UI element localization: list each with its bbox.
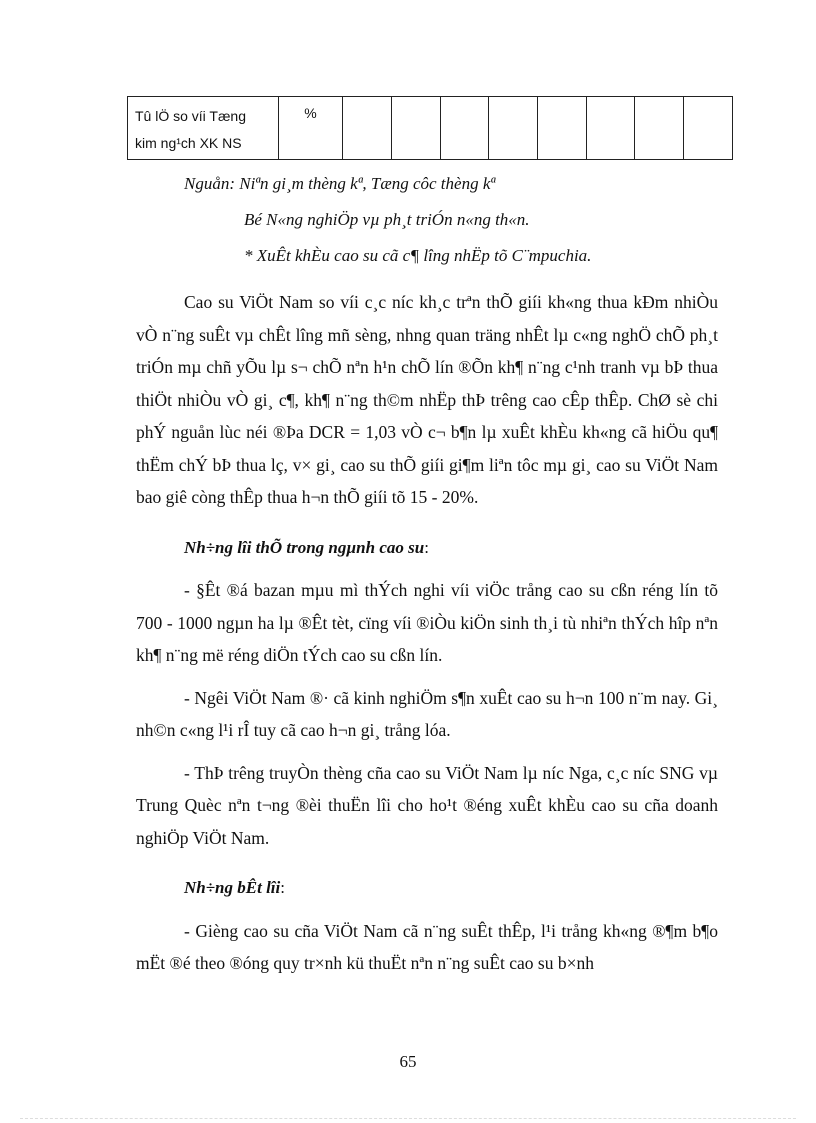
unit-cell: %	[278, 97, 342, 160]
row-label	[128, 97, 279, 160]
heading-disadvantages-colon: :	[280, 878, 285, 897]
heading-advantages	[136, 532, 718, 565]
heading-disadvantages	[136, 872, 718, 905]
table-cell	[586, 97, 635, 160]
row-label-line1: Tû lÖ so víi Tæng	[135, 108, 247, 124]
row-label-line2: kim ng¹ch XK NS	[135, 135, 242, 151]
paragraph-4: - ThÞ trêng truyÒn thèng cña cao su ViÖt Nam lµ níc Nga, c¸c níc SNG vµ Trung Quèc nªn t¬ng ®èi thuËn lîi cho ho¹t ®éng xuÊt khÈu cao su cña doanh nghiÖp ViÖt Nam.	[136, 762, 718, 848]
table-cell	[635, 97, 684, 160]
statistics-table	[127, 96, 733, 160]
table-cell	[440, 97, 489, 160]
paragraph-1: Cao su ViÖt Nam so víi c¸c níc kh¸c trªn thÕ giíi kh«ng thua kÐm nhiÒu vÒ n¨ng suÊt vµ chÊt lîng mñ sèng, nhng quan träng nhÊt lµ c«ng nghÖ chÕ ph¸t triÓn mµ chñ yÕu lµ s¬ chÕ nªn h¹n chÕ lín ®Õn kh¶ n¨ng c¹nh tranh vµ bÞ thua thiÖt nhiÒu vÒ gi¸ c¶, kh¶ n¨ng th©m nhËp thÞ trêng cao cÊp thÊp. ChØ sè chi phÝ nguån lùc néi ®Þa DCR = 1,03 vÒ c¬ b¶n lµ xuÊt khÈu kh«ng cã hiÖu qu¶ thËm chÝ bÞ thua lç, v× gi¸ cao su thÕ giíi gi¶m liªn tôc mµ gi¸ cao su ViÖt Nam bao giê còng thÊp thua h¬n thÕ giíi tõ 15 - 20%.	[136, 292, 718, 507]
paragraph-3: - Ngêi ViÖt Nam ®· cã kinh nghiÖm s¶n xuÊt cao su h¬n 100 n¨m nay. Gi¸ nh©n c«ng l¹i rÎ tuy cã cao h¬n gi¸ trång lóa.	[136, 687, 718, 740]
source-line-3: * XuÊt khÈu cao su cã c¶ lîng nhËp tõ C¨mpuchia.	[244, 246, 592, 265]
heading-advantages-text: Nh÷ng lîi thÕ trong ngµnh cao su	[184, 537, 425, 557]
page-number: 65	[399, 1052, 417, 1071]
body-text	[136, 286, 718, 980]
table-cell	[684, 97, 733, 160]
source-note	[184, 166, 724, 274]
table-cell	[538, 97, 587, 160]
paragraph-2: - §Êt ®á bazan mµu mì thÝch nghi víi viÖc trång cao su cßn réng lín tõ 700 - 1000 ngµn ha lµ ®Êt tèt, cïng víi ®iÒu kiÖn sinh th¸i tù nhiªn thÝch hîp nªn kh¶ n¨ng më réng diÖn tÝch cao su cßn lín.	[136, 580, 718, 665]
table-row	[128, 97, 733, 160]
table-cell	[489, 97, 538, 160]
paragraph-5: - Gièng cao su cña ViÖt Nam cã n¨ng suÊt thÊp, l¹i trång kh«ng ®¶m b¶o mËt ®é theo ®óng quy tr×nh kü thuËt nªn n¨ng suÊt cao su b×nh	[136, 920, 718, 973]
source-line-1: Nguån: Niªn gi¸m thèng kª, Tæng côc thèng kª	[184, 174, 496, 193]
table-cell	[391, 97, 440, 160]
heading-advantages-colon: :	[424, 537, 429, 557]
bottom-divider	[20, 1118, 796, 1119]
heading-disadvantages-text: Nh÷ng bÊt lîi	[184, 878, 281, 897]
table-cell	[343, 97, 392, 160]
source-line-2: Bé N«ng nghiÖp vµ ph¸t triÓn n«ng th«n.	[244, 210, 530, 229]
